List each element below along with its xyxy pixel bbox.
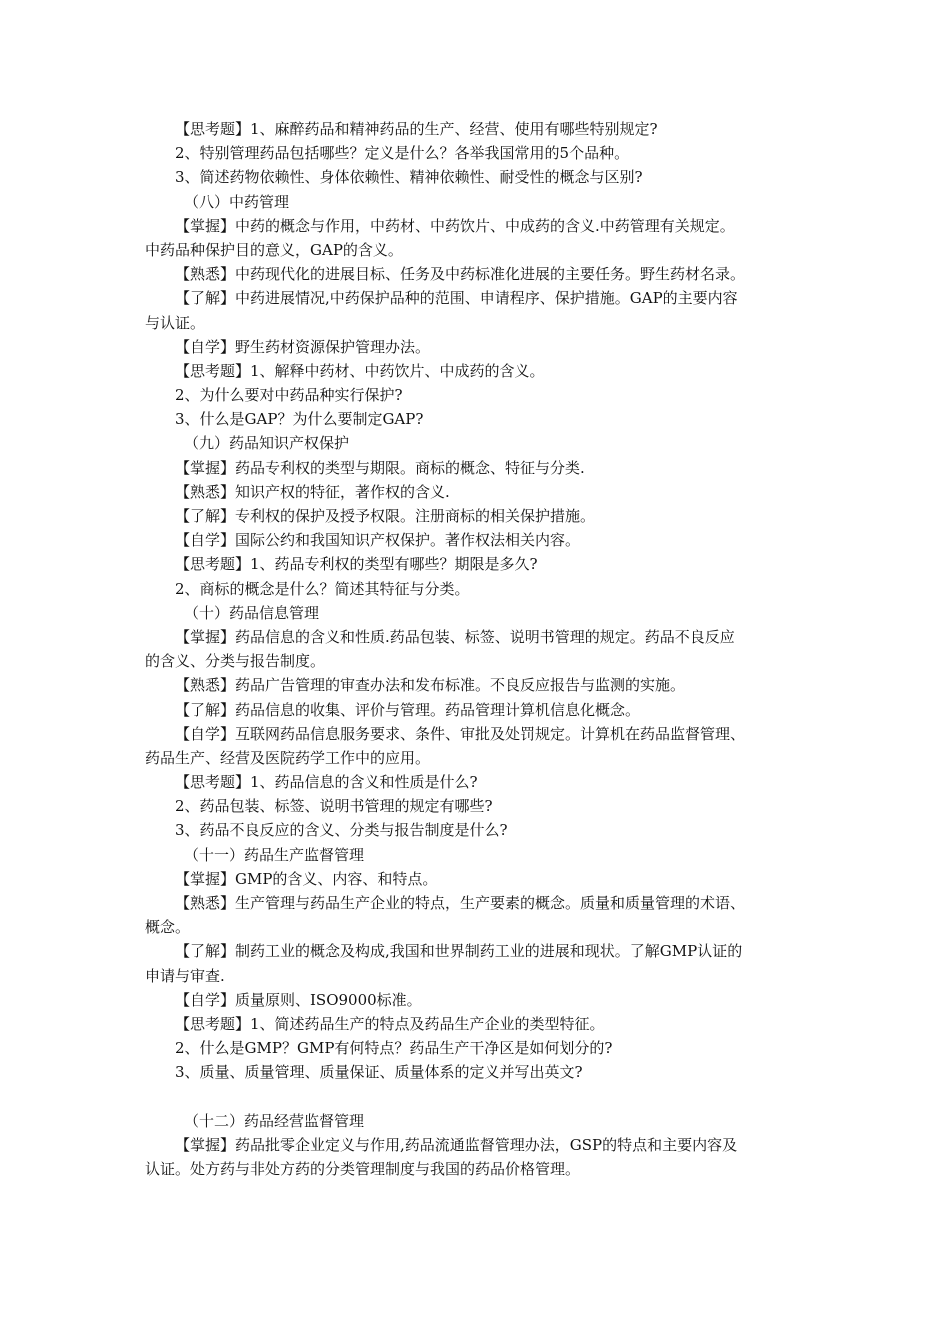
text-line: （十）药品信息管理 — [184, 603, 320, 622]
text-line: 2、药品包装、标签、说明书管理的规定有哪些? — [175, 797, 493, 816]
text-line: 【熟悉】生产管理与药品生产企业的特点，生产要素的概念。质量和质量管理的术语、 — [175, 894, 746, 912]
text-line: 【掌握】药品专利权的类型与期限。商标的概念、特征与分类. — [175, 458, 585, 477]
text-line: 药品生产、经营及医院药学工作中的应用。 — [145, 748, 431, 767]
text-line: 【思考题】1、麻醉药品和精神药品的生产、经营、使用有哪些特别规定? — [175, 120, 658, 138]
text-line: 【思考题】1、药品专利权的类型有哪些？期限是多久? — [175, 555, 538, 574]
text-line: 与认证。 — [145, 313, 206, 332]
text-line: 【掌握】GMP的含义、内容、和特点。 — [175, 869, 438, 888]
text-line: 的含义、分类与报告制度。 — [145, 652, 326, 671]
text-line: 【自学】国际公约和我国知识产权保护。著作权法相关内容。 — [175, 531, 581, 550]
text-line: 【掌握】药品信息的含义和性质.药品包装、标签、说明书管理的规定。药品不良反应 — [175, 627, 735, 646]
text-line: 申请与审查. — [145, 966, 225, 985]
text-line: 2、为什么要对中药品种实行保护? — [175, 386, 403, 405]
text-line: 2、什么是GMP？GMP有何特点？药品生产干净区是如何划分的? — [175, 1039, 613, 1058]
text-line: 【自学】质量原则、ISO9000标准。 — [175, 990, 422, 1009]
text-line: 3、简述药物依赖性、身体依赖性、精神依赖性、耐受性的概念与区别? — [175, 168, 643, 187]
text-line: 2、特别管理药品包括哪些？定义是什么？各举我国常用的5个品种。 — [175, 144, 630, 163]
text-line: （十一）药品生产监督管理 — [184, 845, 365, 864]
text-line: 【熟悉】药品广告管理的审查办法和发布标准。不良反应报告与监测的实施。 — [175, 676, 686, 695]
text-line: 认证。处方药与非处方药的分类管理制度与我国的药品价格管理。 — [145, 1160, 581, 1179]
text-line: 【了解】药品信息的收集、评价与管理。药品管理计算机信息化概念。 — [175, 700, 641, 719]
text-line: 3、质量、质量管理、质量保证、质量体系的定义并写出英文? — [175, 1063, 583, 1082]
text-line: （九）药品知识产权保护 — [184, 434, 350, 453]
text-line: 概念。 — [145, 918, 191, 937]
text-line: 【了解】制药工业的概念及构成,我国和世界制药工业的进展和现状。了解GMP认证的 — [175, 942, 743, 961]
text-line: 【掌握】药品批零企业定义与作用,药品流通监督管理办法，GSP的特点和主要内容及 — [175, 1135, 738, 1154]
text-line: 【自学】野生药材资源保护管理办法。 — [175, 337, 431, 356]
text-line: 【思考题】1、解释中药材、中药饮片、中成药的含义。 — [175, 361, 545, 380]
text-line: 【熟悉】中药现代化的进展目标、任务及中药标准化进展的主要任务。野生药材名录。 — [175, 265, 746, 284]
text-line: （十二）药品经营监督管理 — [184, 1111, 365, 1130]
blank-line — [145, 1085, 815, 1109]
text-line: 3、什么是GAP？为什么要制定GAP? — [175, 410, 424, 429]
text-line: 【掌握】中药的概念与作用，中药材、中药饮片、中成药的含义.中药管理有关规定。 — [175, 216, 735, 235]
text-line: （八）中药管理 — [184, 192, 290, 211]
text-line: 3、药品不良反应的含义、分类与报告制度是什么? — [175, 821, 508, 840]
text-line: 【思考题】1、简述药品生产的特点及药品生产企业的类型特征。 — [175, 1014, 605, 1033]
text-line: 【了解】中药进展情况,中药保护品种的范围、申请程序、保护措施。GAP的主要内容 — [175, 289, 738, 308]
text-line: 【熟悉】知识产权的特征，著作权的含义. — [175, 482, 450, 501]
text-line: 中药品种保护目的意义，GAP的含义。 — [145, 240, 403, 259]
document-page — [145, 117, 815, 1181]
text-line: 【思考题】1、药品信息的含义和性质是什么? — [175, 773, 478, 792]
text-line: 【自学】互联网药品信息服务要求、条件、审批及处罚规定。计算机在药品监督管理、 — [175, 724, 746, 743]
text-line: 2、商标的概念是什么？简述其特征与分类。 — [175, 579, 470, 598]
text-line: 【了解】专利权的保护及授予权限。注册商标的相关保护措施。 — [175, 507, 596, 525]
